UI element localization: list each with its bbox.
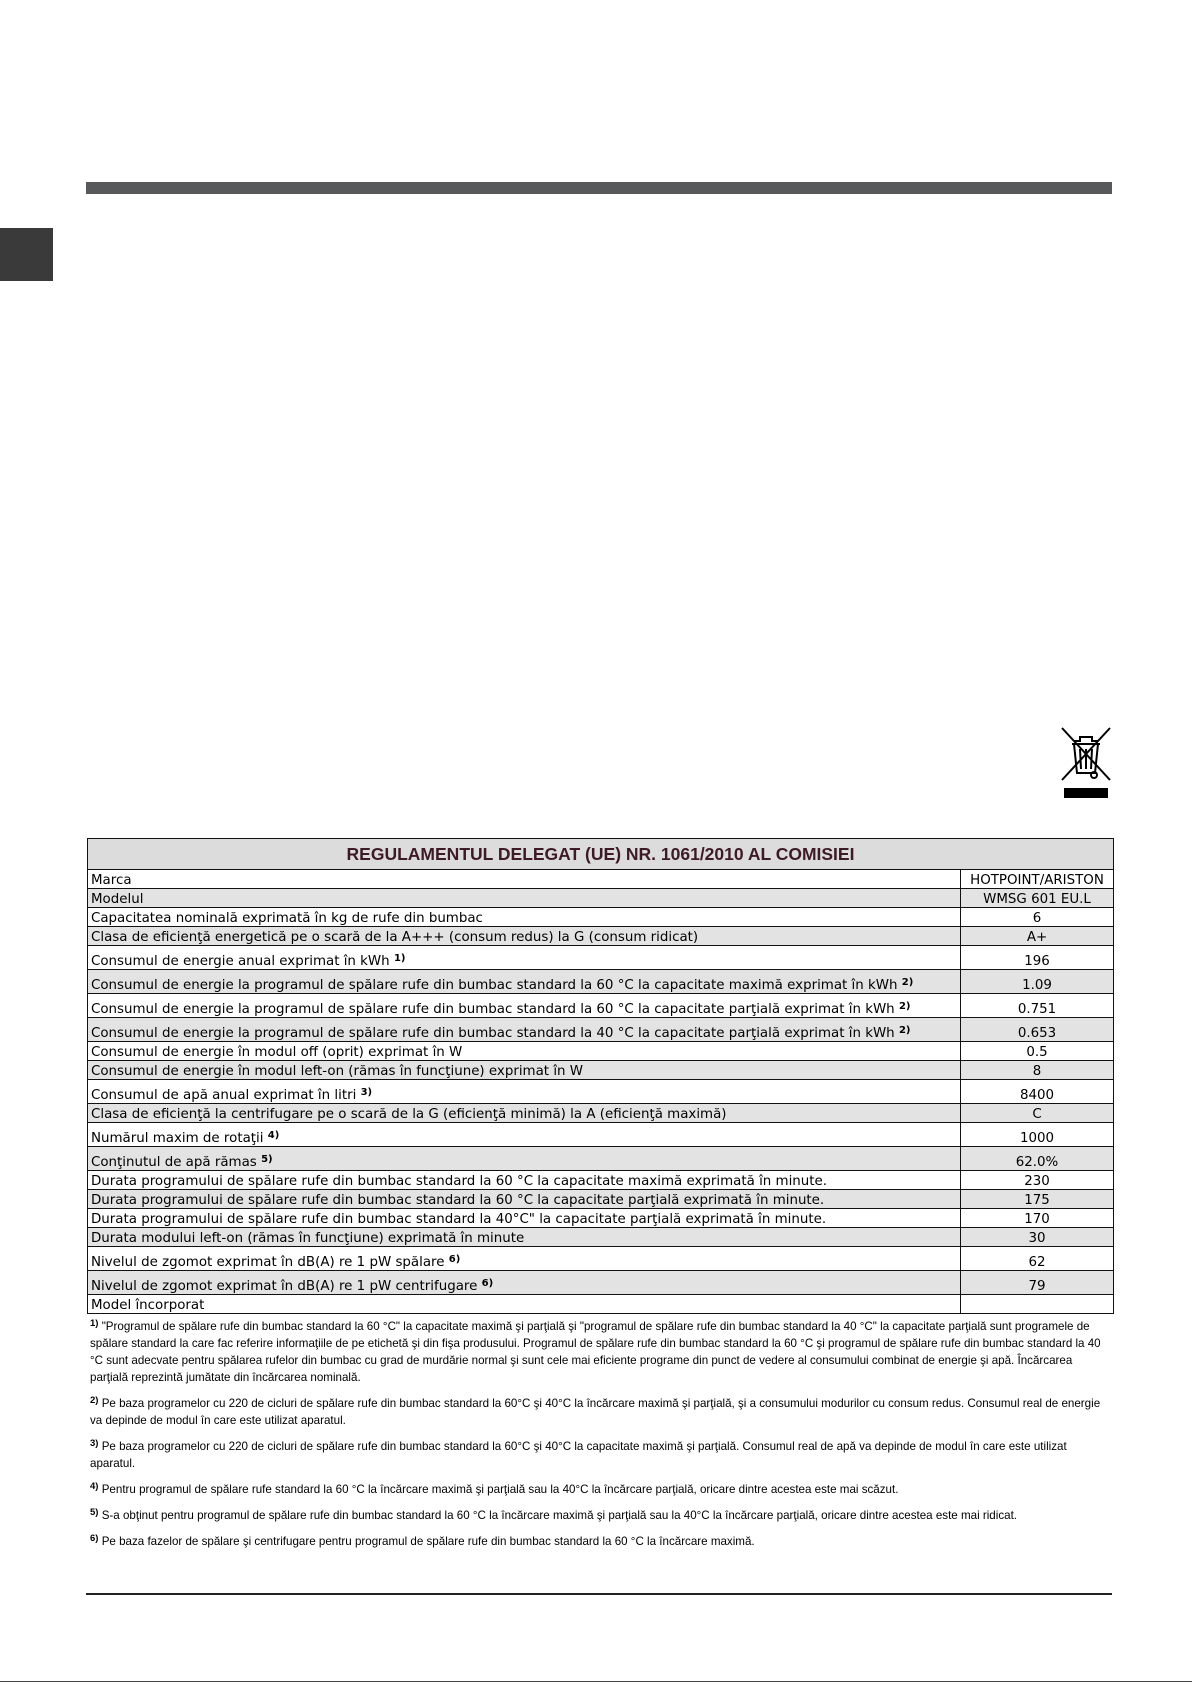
row-label: Durata modului left-on (rămas în funcţiune) exprimată în minute — [88, 1228, 961, 1247]
footnote-ref: 2) — [901, 977, 914, 988]
row-label: Nivelul de zgomot exprimat în dB(A) re 1 pW centrifugare $^{6)}$ — [88, 1271, 961, 1295]
row-label: Clasa de eficienţă energetică pe o scară de la A+++ (consum redus) la G (consum ridicat) — [88, 927, 961, 946]
footnote-ref: 4) — [267, 1130, 280, 1141]
row-label: Consumul de energie la programul de spălare rufe din bumbac standard la 40 °C la capacitate parţială exprimat în kWh $^{2)}$ — [88, 1018, 961, 1042]
row-label: Consumul de energie la programul de spălare rufe din bumbac standard la 60 °C la capacitate maximă exprimat în kWh $^{2)}$ — [88, 970, 961, 994]
language-side-tab — [0, 228, 53, 281]
row-label: Consumul de apă anual exprimat în litri $^{3)}$ — [88, 1080, 961, 1104]
row-value: 1.09 — [961, 970, 1114, 994]
footnote-text: Pe baza programelor cu 220 de cicluri de spălare rufe din bumbac standard la 60°C şi 40°C la încărcare maximă şi parţială, şi a consumului modurilor cu consum redus. Consumul real de energie va depinde de modul în care este utilizat aparatul. — [90, 1397, 1101, 1427]
row-label: Capacitatea nominală exprimată în kg de rufe din bumbac — [88, 908, 961, 927]
row-label: Consumul de energie în modul off (oprit) exprimat în W — [88, 1042, 961, 1061]
row-value: HOTPOINT/ARISTON — [961, 870, 1114, 889]
row-label: Durata programului de spălare rufe din bumbac standard la 60 °C la capacitate parţială exprimată în minute. — [88, 1190, 961, 1209]
row-value: 196 — [961, 946, 1114, 970]
footnote — [90, 1533, 1112, 1550]
row-value: 8400 — [961, 1080, 1114, 1104]
row-value: 170 — [961, 1209, 1114, 1228]
footnote-number: 2) — [90, 1395, 99, 1406]
row-value: 1000 — [961, 1123, 1114, 1147]
row-value: 6 — [961, 908, 1114, 927]
footnote-text: Pe baza fazelor de spălare şi centrifugare pentru programul de spălare rufe din bumbac standard la 60 °C la încărcare maximă. — [101, 1535, 755, 1548]
row-value: 30 — [961, 1228, 1114, 1247]
footnote-text: Pe baza programelor cu 220 de cicluri de spălare rufe din bumbac standard la 60°C şi 40°C la capacitate maximă şi parţială. Consumul real de apă va depinde de modul în care este utilizat aparatul. — [90, 1440, 1067, 1470]
bottom-rule — [86, 1593, 1112, 1595]
row-value — [961, 1295, 1114, 1314]
row-value: WMSG 601 EU.L — [961, 889, 1114, 908]
header-rule — [86, 182, 1112, 194]
row-value: 62 — [961, 1247, 1114, 1271]
footnote — [90, 1481, 1112, 1498]
footnote-number: 6) — [90, 1533, 99, 1544]
footnote-text: Pentru programul de spălare rufe standard la 60 °C la încărcare maximă şi parţială sau la 40°C la încărcare parţială, oricare dintre acestea este mai scăzut. — [101, 1483, 899, 1496]
row-label: Numărul maxim de rotaţii $^{4)}$ — [88, 1123, 961, 1147]
row-value: 79 — [961, 1271, 1114, 1295]
row-label: Consumul de energie în modul left-on (rămas în funcţiune) exprimat în W — [88, 1061, 961, 1080]
footnote — [90, 1318, 1112, 1386]
crossed-out-wheelie-bin-icon — [1058, 725, 1114, 799]
footnote-text: S-a obţinut pentru programul de spălare rufe din bumbac standard la 60 °C la încărcare maximă şi parţială sau la 40°C la încărcare parţială, oricare dintre acestea este mai ridicat. — [101, 1509, 1018, 1522]
footnote-ref: 1) — [393, 953, 406, 964]
footnote-text: "Programul de spălare rufe din bumbac standard la 60 °C" la capacitate maximă şi parţială şi "programul de spălare rufe din bumbac standard la 40 °C" la capacitate parţială sunt programele de spălare standard la care fac referire informaţiile de pe etichetă şi din fişa produsului. Programul de spălare rufe din bumbac standard la 60 °C şi programul de spălare rufe din bumbac standard la 40 °C sunt adecvate pentru spălarea rufelor din bumbac cu grad de murdărie normal şi sunt cele mai eficiente programe din punct de vedere al consumului combinat de energie şi apă. Încărcarea parţială reprezintă jumătate din încărcarea nominală. — [90, 1320, 1101, 1384]
row-value: 62.0% — [961, 1147, 1114, 1171]
footnote-number: 3) — [90, 1438, 99, 1449]
row-value: 0.5 — [961, 1042, 1114, 1061]
row-label: Conţinutul de apă rămas $^{5)}$ — [88, 1147, 961, 1171]
footnote — [90, 1395, 1112, 1429]
footnote-ref: 2) — [898, 1025, 911, 1036]
footnote-number: 5) — [90, 1507, 99, 1518]
row-value: 230 — [961, 1171, 1114, 1190]
row-label: Durata programului de spălare rufe din bumbac standard la 60 °C la capacitate maximă exprimată în minute. — [88, 1171, 961, 1190]
row-label: Consumul de energie anual exprimat în kWh $^{1)}$ — [88, 946, 961, 970]
row-value: 8 — [961, 1061, 1114, 1080]
row-value: 0.653 — [961, 1018, 1114, 1042]
row-value: C — [961, 1104, 1114, 1123]
footnote-number: 4) — [90, 1481, 99, 1492]
row-label: Durata programului de spălare rufe din bumbac standard la 40°C" la capacitate parţială exprimată în minute. — [88, 1209, 961, 1228]
footnote-ref: 3) — [360, 1087, 373, 1098]
row-value: 0.751 — [961, 994, 1114, 1018]
footnote-ref: 2) — [898, 1001, 911, 1012]
row-label: Marca — [88, 870, 961, 889]
footnote-ref: 5) — [261, 1154, 273, 1165]
row-label: Consumul de energie la programul de spălare rufe din bumbac standard la 60 °C la capacitate parţială exprimat în kWh $^{2)}$ — [88, 994, 961, 1018]
row-value: 175 — [961, 1190, 1114, 1209]
regulation-table — [87, 838, 1114, 1314]
row-value: A+ — [961, 927, 1114, 946]
footnote-number: 1) — [90, 1318, 99, 1329]
footnote — [90, 1438, 1112, 1472]
row-label: Clasa de eficienţă la centrifugare pe o scară de la G (eficienţă minimă) la A (eficienţă maximă) — [88, 1104, 961, 1123]
footer-rule — [0, 1681, 1192, 1682]
footnote — [90, 1507, 1112, 1524]
footnote-ref: 6) — [448, 1254, 461, 1265]
footnote-ref: 6) — [481, 1278, 494, 1289]
table-title: REGULAMENTUL DELEGAT (UE) NR. 1061/2010 AL COMISIEI — [88, 839, 1114, 870]
footnotes — [90, 1318, 1112, 1559]
row-label: Modelul — [88, 889, 961, 908]
row-label: Nivelul de zgomot exprimat în dB(A) re 1 pW spălare $^{6)}$ — [88, 1247, 961, 1271]
row-label: Model încorporat — [88, 1295, 961, 1314]
